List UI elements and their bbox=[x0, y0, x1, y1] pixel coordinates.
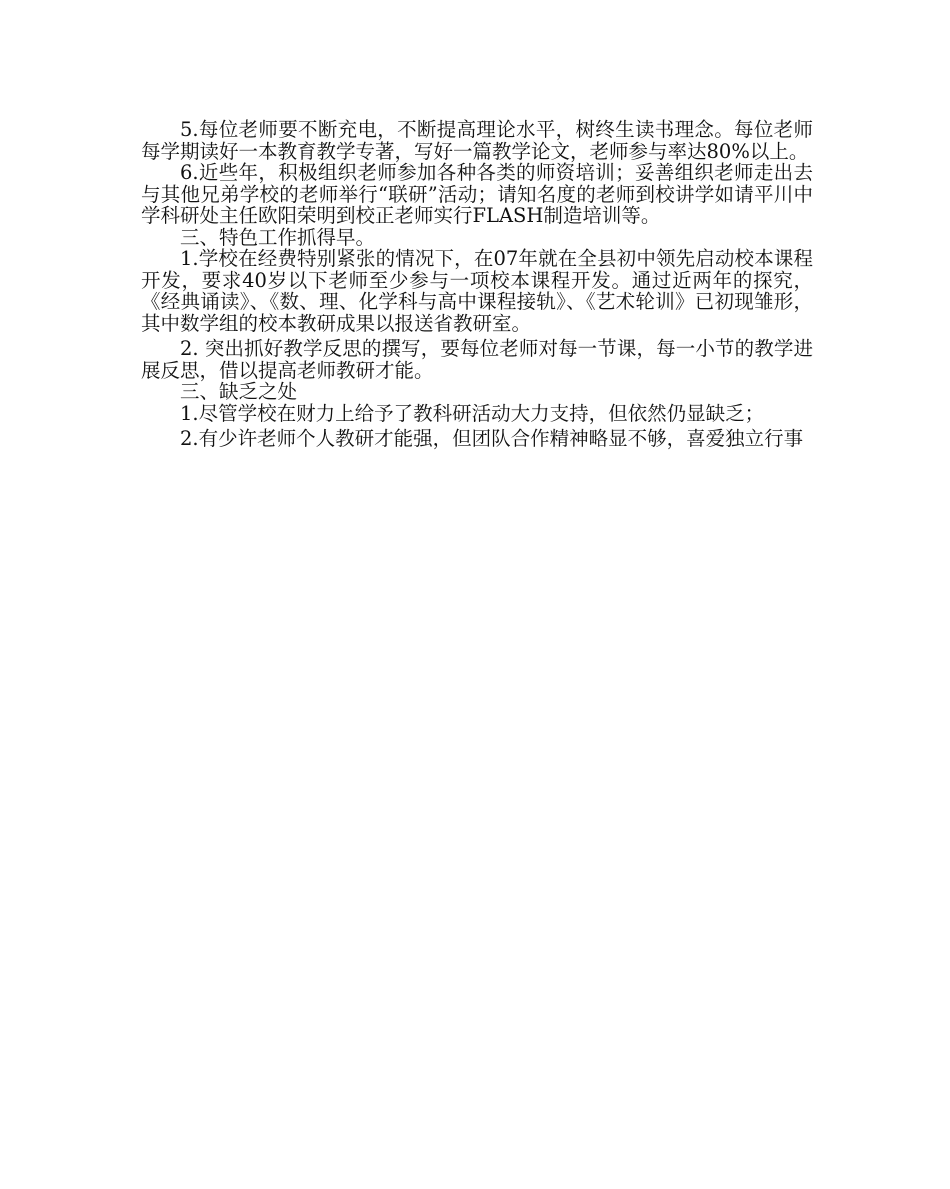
document-body bbox=[141, 119, 813, 450]
paragraph-teaching-reflection: 2. 突出抓好教学反思的撰写，要每位老师对每一节课，每一小节的教学进展反思，借以提高老师教研才能。 bbox=[141, 337, 813, 382]
paragraph-teacher-study: 5.每位老师要不断充电，不断提高理论水平，树终生读书理念。每位老师每学期读好一本教育教学专著，写好一篇教学论文，老师参与率达80%以上。 bbox=[141, 118, 813, 163]
section-heading-shortcomings: 三、缺乏之处 bbox=[180, 380, 298, 403]
paragraph-shortcoming-teamwork: 2.有少许老师个人教研才能强，但团队合作精神略显不够，喜爱独立行事 bbox=[180, 427, 804, 450]
paragraph-teacher-training: 6.近些年，积极组织老师参加各种各类的师资培训；妥善组织老师走出去与其他兄弟学校的老师举行“联研”活动；请知名度的老师到校讲学如请平川中学科研处主任欧阳荣明到校正老师实行FLASH制造培训等。 bbox=[141, 161, 813, 227]
section-heading-features: 三、特色工作抓得早。 bbox=[180, 225, 376, 249]
paragraph-school-curriculum: 1.学校在经费特别紧张的情况下，在07年就在全县初中领先启动校本课程开发，要求40岁以下老师至少参与一项校本课程开发。通过近两年的探究，《经典诵读》、《数、理、化学科与高中课程接轨》、《艺术轮训》已初现雏形，其中数学组的校本教研成果以报送省教研室。 bbox=[141, 247, 813, 335]
paragraph-shortcoming-funding: 1.尽管学校在财力上给予了教科研活动大力支持，但依然仍显缺乏； bbox=[180, 401, 765, 425]
